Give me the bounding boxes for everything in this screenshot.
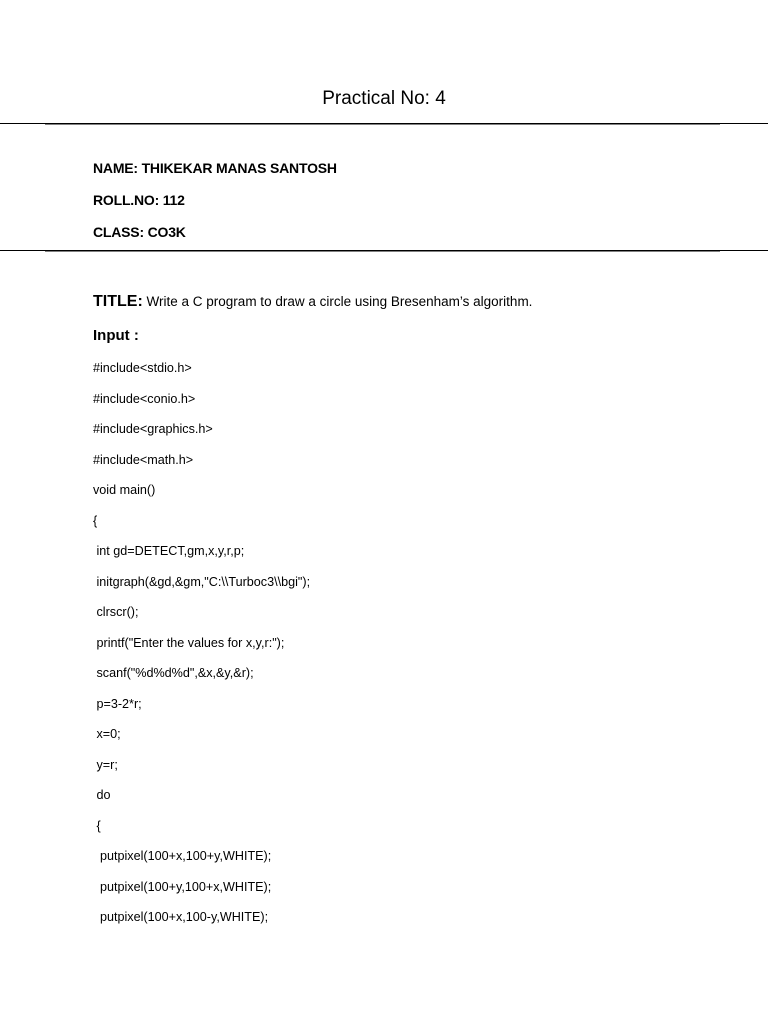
assignment-title-label: TITLE: — [93, 293, 143, 310]
code-line: printf("Enter the values for x,y,r:"); — [93, 635, 285, 650]
code-line: clrscr(); — [93, 605, 139, 619]
code-line: #include<graphics.h> — [93, 422, 213, 436]
assignment-title — [93, 292, 532, 312]
code-line: putpixel(100+y,100+x,WHITE); — [93, 879, 272, 894]
code-line: int gd=DETECT,gm,x,y,r,p; — [93, 544, 245, 558]
code-line: x=0; — [93, 727, 121, 741]
page-title: Practical No: 4 — [322, 88, 446, 109]
code-line: scanf("%d%d%d",&x,&y,&r); — [93, 666, 254, 680]
code-line: { — [93, 818, 101, 833]
code-line: initgraph(&gd,&gm,"C:\\Turboc3\\bgi"); — [93, 574, 311, 589]
student-class: CLASS: CO3K — [93, 224, 186, 240]
code-line: do — [93, 788, 111, 802]
code-line: void main() — [93, 483, 156, 497]
code-line: #include<math.h> — [93, 452, 194, 467]
student-name: NAME: THIKEKAR MANAS SANTOSH — [93, 160, 337, 176]
code-line: putpixel(100+x,100+y,WHITE); — [93, 849, 272, 863]
code-line: #include<stdio.h> — [93, 361, 192, 375]
assignment-title-text: Write a C program to draw a circle using Bresenham’s algorithm. — [146, 294, 533, 309]
code-line: y=r; — [93, 757, 118, 772]
code-line: #include<conio.h> — [93, 391, 196, 406]
divider-top — [0, 122, 768, 124]
student-roll-number: ROLL.NO: 112 — [93, 192, 185, 208]
divider-bottom — [0, 249, 768, 251]
code-line: putpixel(100+x,100-y,WHITE); — [93, 910, 269, 924]
code-line: p=3-2*r; — [93, 696, 142, 711]
code-line: { — [93, 513, 98, 528]
input-section-label: Input : — [93, 327, 139, 344]
code-listing — [93, 358, 310, 938]
